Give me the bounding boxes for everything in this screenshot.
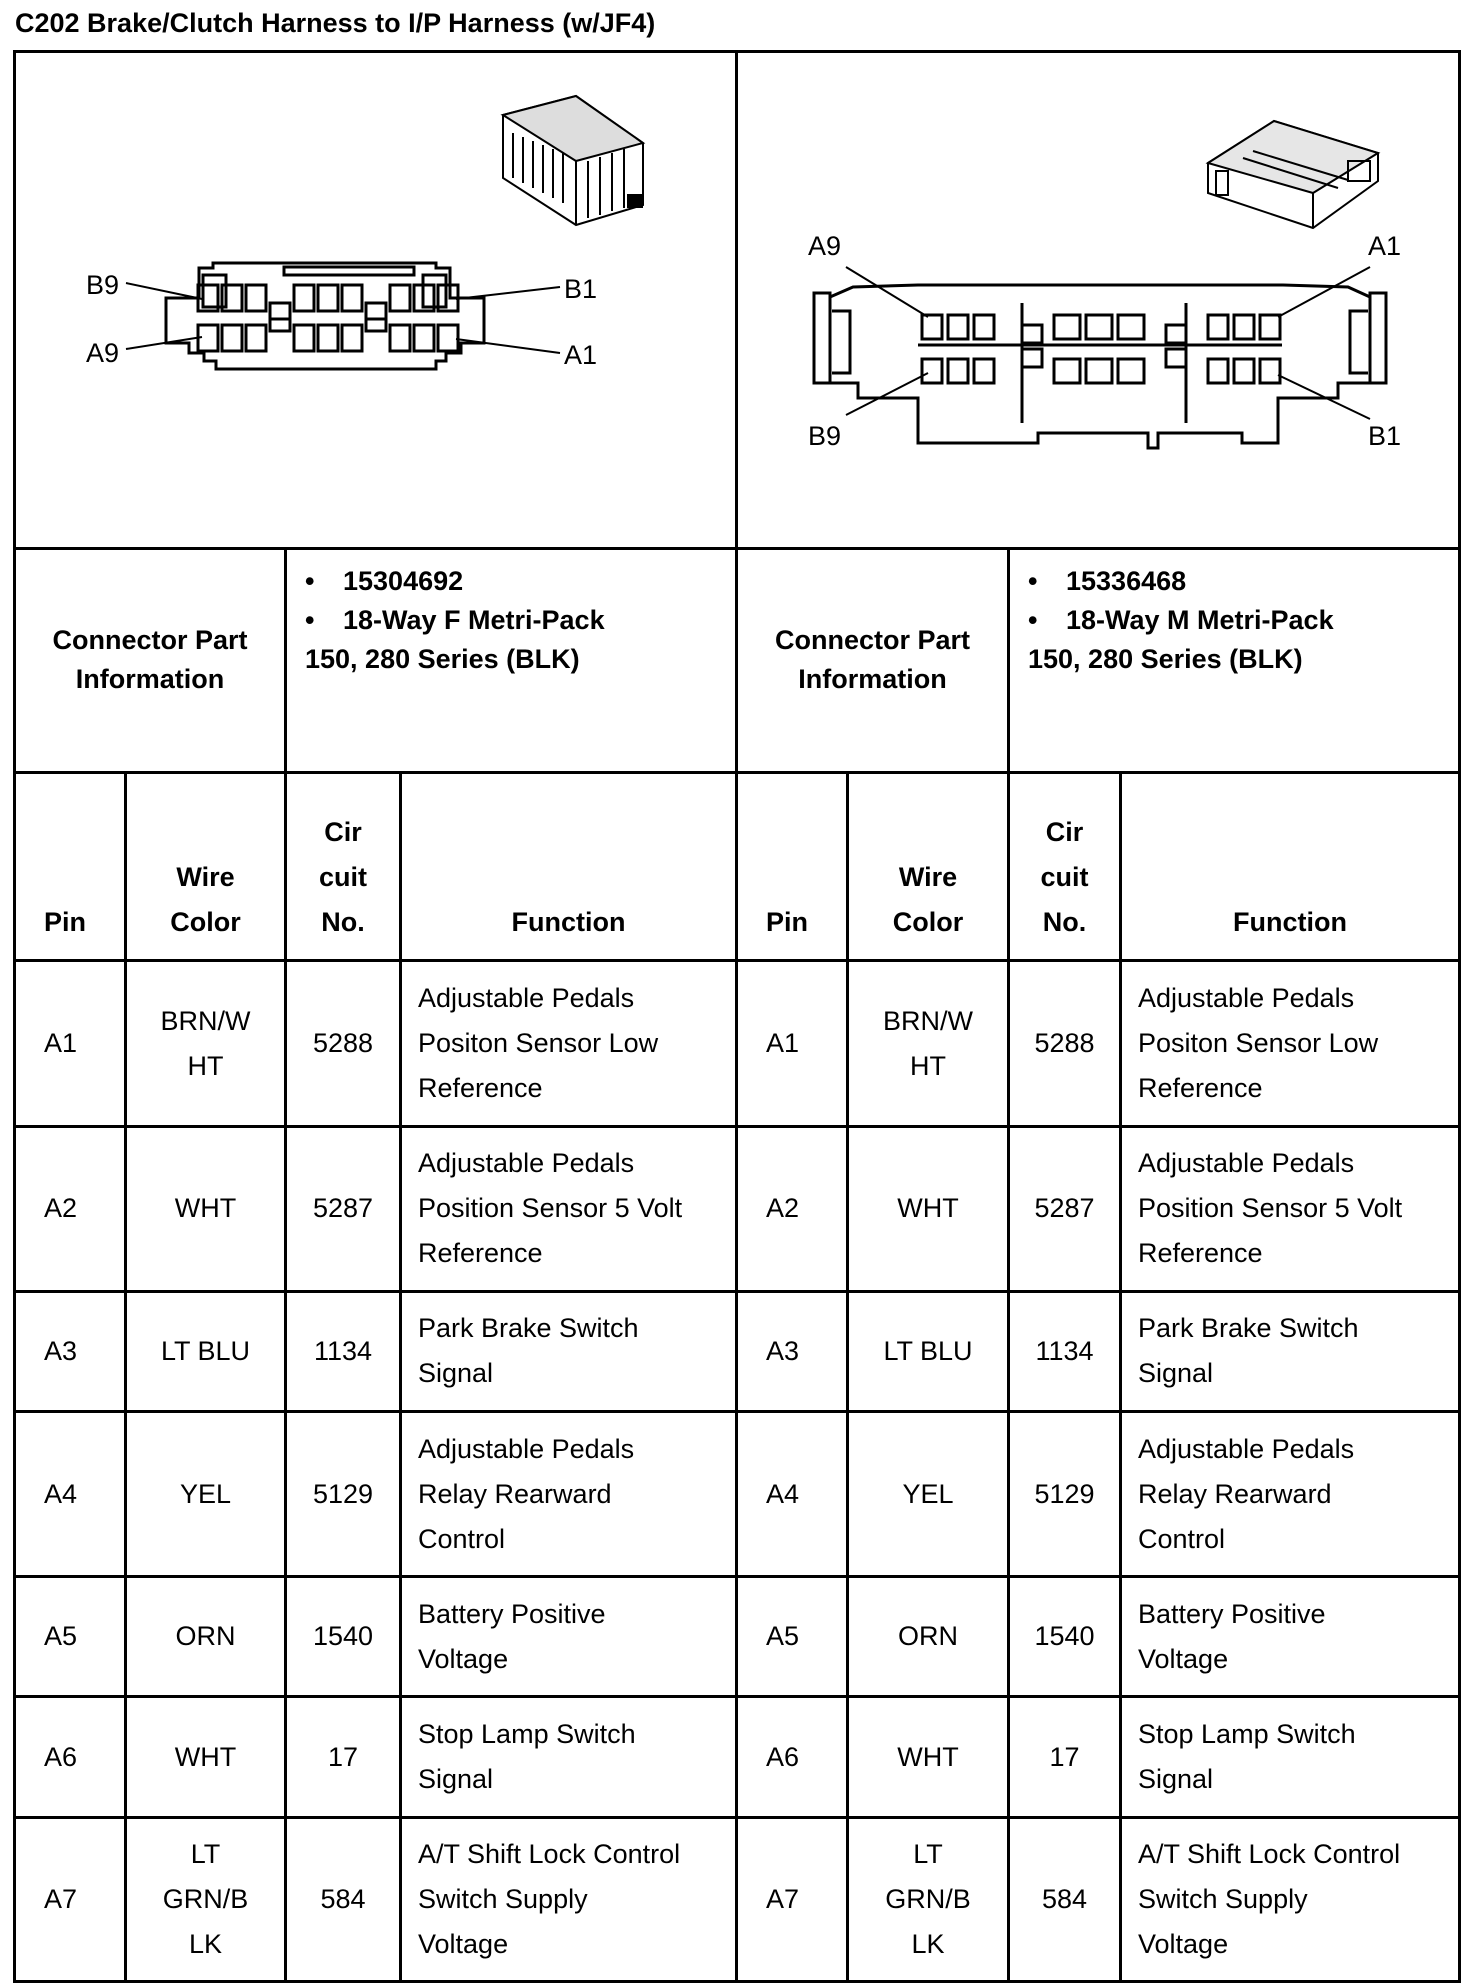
table-row bbox=[15, 1291, 1460, 1411]
function-cell: A/T Shift Lock Control Switch Supply Voltage bbox=[1121, 1817, 1460, 1981]
pin-label-a9: A9 bbox=[808, 231, 842, 261]
male-pin-leaders bbox=[846, 267, 1370, 419]
wire-color-cell: WHT bbox=[848, 1126, 1009, 1291]
wire-color-cell: BRN/W HT bbox=[126, 961, 286, 1126]
header-pin: Pin bbox=[737, 773, 848, 961]
function-cell: A/T Shift Lock Control Switch Supply Voltage bbox=[401, 1817, 737, 1981]
function-cell: Adjustable Pedals Relay Rearward Control bbox=[1121, 1412, 1460, 1577]
male-connector-3d-icon bbox=[1208, 121, 1378, 228]
table-row bbox=[15, 1126, 1460, 1291]
pin-cell: A2 bbox=[737, 1126, 848, 1291]
table-row bbox=[15, 1697, 1460, 1817]
pin-cell: A3 bbox=[15, 1291, 126, 1411]
table-row bbox=[15, 1577, 1460, 1697]
pin-cell: A5 bbox=[737, 1577, 848, 1697]
function-cell: Battery Positive Voltage bbox=[1121, 1577, 1460, 1697]
pin-label-a1: A1 bbox=[564, 340, 598, 370]
page-title: C202 Brake/Clutch Harness to I/P Harness (w/JF4) bbox=[15, 8, 656, 38]
wire-color-cell: LT GRN/B LK bbox=[848, 1817, 1009, 1981]
pin-cell: A7 bbox=[15, 1817, 126, 1981]
part-info-label-left: Connector Part Information bbox=[15, 548, 286, 772]
part-description: • 18-Way F Metri-Pack bbox=[305, 601, 735, 640]
circuit-cell: 1134 bbox=[1009, 1291, 1121, 1411]
circuit-cell: 5288 bbox=[286, 961, 401, 1126]
pin-cell: A1 bbox=[15, 961, 126, 1126]
pin-cell: A6 bbox=[737, 1697, 848, 1817]
circuit-cell: 5129 bbox=[286, 1412, 401, 1577]
pin-label-b9: B9 bbox=[86, 270, 120, 300]
circuit-cell: 584 bbox=[286, 1817, 401, 1981]
pin-cell: A4 bbox=[15, 1412, 126, 1577]
wire-color-cell: WHT bbox=[126, 1697, 286, 1817]
pin-label-a9: A9 bbox=[86, 338, 120, 368]
circuit-cell: 17 bbox=[286, 1697, 401, 1817]
pin-cell: A5 bbox=[15, 1577, 126, 1697]
female-connector-diagram bbox=[15, 52, 737, 549]
wire-color-cell: LT GRN/B LK bbox=[126, 1817, 286, 1981]
header-wire-color: Wire Color bbox=[126, 773, 286, 961]
wire-color-cell: ORN bbox=[126, 1577, 286, 1697]
connector-table bbox=[13, 50, 1461, 1983]
wire-color-cell: BRN/W HT bbox=[848, 961, 1009, 1126]
circuit-cell: 17 bbox=[1009, 1697, 1121, 1817]
female-connector-face bbox=[166, 263, 484, 369]
male-connector-drawing bbox=[738, 53, 1458, 543]
wire-color-cell: WHT bbox=[126, 1126, 286, 1291]
function-cell: Adjustable Pedals Position Sensor 5 Volt Reference bbox=[401, 1126, 737, 1291]
table-row bbox=[15, 1412, 1460, 1577]
part-info-value-left bbox=[286, 548, 737, 772]
part-info-value-right bbox=[1009, 548, 1460, 772]
pin-cell: A3 bbox=[737, 1291, 848, 1411]
pin-cell: A1 bbox=[737, 961, 848, 1126]
header-circuit-no: Cir cuit No. bbox=[286, 773, 401, 961]
table-row bbox=[15, 1817, 1460, 1981]
female-connector-3d-icon bbox=[503, 96, 643, 225]
female-connector-cavities bbox=[198, 285, 458, 351]
pin-cell: A2 bbox=[15, 1126, 126, 1291]
circuit-cell: 5287 bbox=[1009, 1126, 1121, 1291]
function-cell: Stop Lamp Switch Signal bbox=[401, 1697, 737, 1817]
female-connector-drawing bbox=[16, 53, 736, 543]
pin-cell: A7 bbox=[737, 1817, 848, 1981]
function-cell: Adjustable Pedals Positon Sensor Low Reference bbox=[1121, 961, 1460, 1126]
function-cell: Battery Positive Voltage bbox=[401, 1577, 737, 1697]
part-series: 150, 280 Series (BLK) bbox=[305, 643, 580, 674]
part-description: • 18-Way M Metri-Pack bbox=[1028, 601, 1458, 640]
circuit-cell: 1540 bbox=[286, 1577, 401, 1697]
part-number: • 15336468 bbox=[1028, 562, 1458, 601]
part-info-label-right: Connector Part Information bbox=[737, 548, 1009, 772]
wire-color-cell: ORN bbox=[848, 1577, 1009, 1697]
circuit-cell: 584 bbox=[1009, 1817, 1121, 1981]
pin-cell: A6 bbox=[15, 1697, 126, 1817]
male-connector-cavities bbox=[922, 315, 1280, 383]
wire-color-cell: LT BLU bbox=[848, 1291, 1009, 1411]
header-wire-color: Wire Color bbox=[848, 773, 1009, 961]
pin-label-a1: A1 bbox=[1368, 231, 1402, 261]
pin-label-b1: B1 bbox=[564, 274, 598, 304]
male-connector-diagram bbox=[737, 52, 1460, 549]
male-connector-face bbox=[814, 285, 1386, 448]
circuit-cell: 5287 bbox=[286, 1126, 401, 1291]
function-cell: Adjustable Pedals Relay Rearward Control bbox=[401, 1412, 737, 1577]
circuit-cell: 5129 bbox=[1009, 1412, 1121, 1577]
function-cell: Park Brake Switch Signal bbox=[1121, 1291, 1460, 1411]
part-info-row bbox=[15, 548, 1460, 772]
header-circuit-no: Cir cuit No. bbox=[1009, 773, 1121, 961]
part-series: 150, 280 Series (BLK) bbox=[1028, 643, 1303, 674]
function-cell: Adjustable Pedals Position Sensor 5 Volt Reference bbox=[1121, 1126, 1460, 1291]
header-function: Function bbox=[1121, 773, 1460, 961]
circuit-cell: 5288 bbox=[1009, 961, 1121, 1126]
pin-label-b1: B1 bbox=[1368, 421, 1402, 451]
part-number: • 15304692 bbox=[305, 562, 735, 601]
circuit-cell: 1134 bbox=[286, 1291, 401, 1411]
header-function: Function bbox=[401, 773, 737, 961]
function-cell: Adjustable Pedals Positon Sensor Low Reference bbox=[401, 961, 737, 1126]
wire-color-cell: WHT bbox=[848, 1697, 1009, 1817]
column-header-row bbox=[15, 773, 1460, 961]
circuit-cell: 1540 bbox=[1009, 1577, 1121, 1697]
table-row bbox=[15, 961, 1460, 1126]
pin-cell: A4 bbox=[737, 1412, 848, 1577]
wire-color-cell: LT BLU bbox=[126, 1291, 286, 1411]
wire-color-cell: YEL bbox=[848, 1412, 1009, 1577]
function-cell: Stop Lamp Switch Signal bbox=[1121, 1697, 1460, 1817]
function-cell: Park Brake Switch Signal bbox=[401, 1291, 737, 1411]
pin-label-b9: B9 bbox=[808, 421, 842, 451]
header-pin: Pin bbox=[15, 773, 126, 961]
wire-color-cell: YEL bbox=[126, 1412, 286, 1577]
